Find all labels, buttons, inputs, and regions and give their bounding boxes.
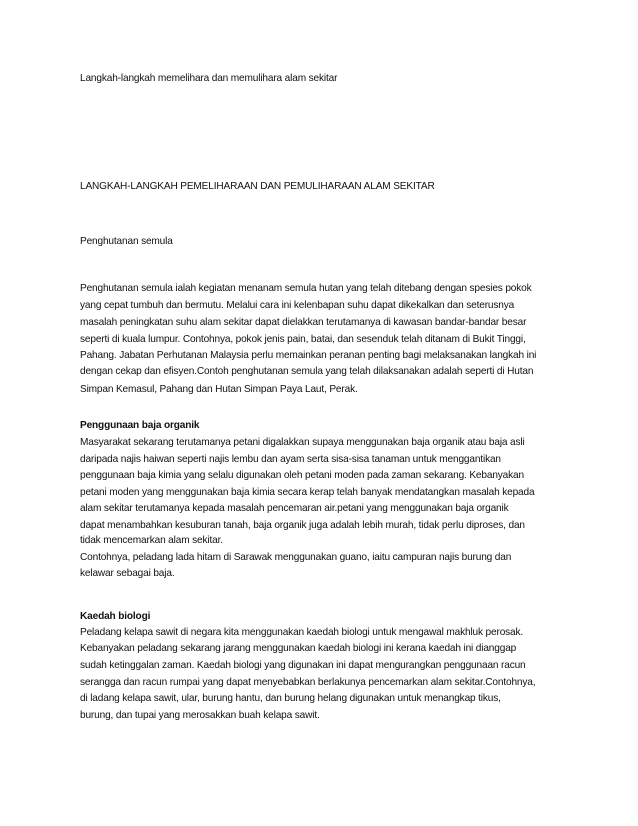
paragraph-line: penggunaan baja kimia yang selalu digunakan oleh petani moden pada zaman sekarang. Kebanyakan: [80, 470, 524, 481]
paragraph-line: Penghutanan semula ialah kegiatan menanam semula hutan yang telah ditebang dengan spesies pokok: [80, 283, 532, 294]
paragraph-line: masalah peningkatan suhu alam sekitar dapat dielakkan terutamanya di kawasan bandar-bandar besar: [80, 317, 527, 328]
section-heading-baja-organik: Penggunaan baja organik: [80, 420, 200, 431]
paragraph-line: dengan cekap dan efisyen.Contoh penghutanan semula yang telah dilaksanakan adalah seperti di Hutan: [80, 366, 534, 377]
paragraph-line: Kebanyakan peladang sekarang jarang menggunakan kaedah biologi ini kerana kaedah ini dianggap: [80, 643, 517, 654]
section-heading-penghutanan: Penghutanan semula: [80, 236, 173, 247]
paragraph-line: petani moden yang menggunakan baja kimia secara kerap telah banyak mendatangkan masalah kepada: [80, 487, 535, 498]
paragraph-line: sudah ketinggalan zaman. Kaedah biologi yang digunakan ini dapat mengurangkan penggunaan racun: [80, 660, 526, 671]
paragraph-line: daripada najis haiwan seperti najis lembu dan ayam serta sisa-sisa tanaman untuk menggantikan: [80, 454, 501, 465]
paragraph-line: di ladang kelapa sawit, ular, burung hantu, dan burung helang digunakan untuk menangkap tikus,: [80, 693, 501, 704]
main-heading: LANGKAH-LANGKAH PEMELIHARAAN DAN PEMULIHARAAN ALAM SEKITAR: [80, 181, 435, 192]
paragraph-line: Peladang kelapa sawit di negara kita menggunakan kaedah biologi untuk mengawal makhluk perosak.: [80, 627, 524, 638]
paragraph-line: alam sekitar terutamanya kepada masalah pencemaran air.petani yang menggunakan baja organik: [80, 503, 509, 514]
paragraph-line: Contohnya, peladang lada hitam di Sarawak menggunakan guano, iaitu campuran najis burung dan: [80, 552, 512, 563]
paragraph-line: seperti di kuala lumpur. Contohnya, pokok jenis pain, batai, dan sesenduk telah ditanam di Bukit Tinggi,: [80, 334, 526, 345]
section-heading-kaedah-biologi: Kaedah biologi: [80, 611, 151, 622]
paragraph-line: tidak mencemarkan alam sekitar.: [80, 535, 223, 546]
paragraph-line: kelawar sebagai baja.: [80, 568, 175, 579]
paragraph-line: dapat menambahkan kesuburan tanah, baja organik juga adalah lebih murah, tidak perlu diproses, dan: [80, 520, 525, 531]
paragraph-line: Simpan Kemasul, Pahang dan Hutan Simpan Paya Laut, Perak.: [80, 384, 358, 395]
paragraph-line: yang cepat tumbuh dan bermutu. Melalui cara ini kelenbapan suhu dapat dikekalkan dan seterusnya: [80, 300, 515, 311]
document-title: Langkah-langkah memelihara dan memulihara alam sekitar: [80, 73, 338, 84]
paragraph-line: burung, dan tupai yang merosakkan buah kelapa sawit.: [80, 710, 320, 721]
paragraph-line: serangga dan racun rumpai yang dapat menyebabkan berlakunya pencemarkan alam sekitar.Contohnya,: [80, 677, 536, 688]
paragraph-line: Masyarakat sekarang terutamanya petani digalakkan supaya menggunakan baja organik atau baja asli: [80, 437, 525, 448]
paragraph-line: Pahang. Jabatan Perhutanan Malaysia perlu memainkan peranan penting bagi melaksanakan langkah ini: [80, 350, 537, 361]
